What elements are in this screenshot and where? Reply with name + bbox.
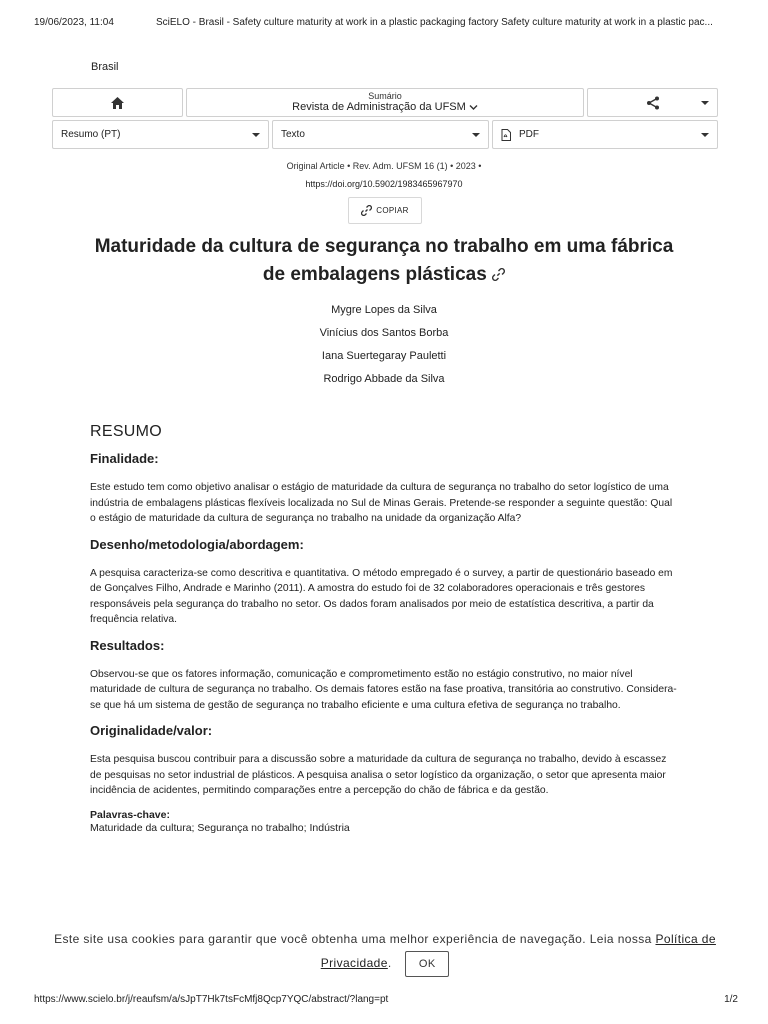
caret-down-icon bbox=[701, 133, 709, 137]
section-text: Esta pesquisa buscou contribuir para a discussão sobre a maturidade da cultura de segurança no trabalho, devido à escassez de pesquisas no setor industrial de plásticos. A pesquisa analisa o setor logístico da organização, o setor que apresenta maior incidência de acidentes, permitindo comparações entre a percepção do chão de fábrica e da gestão. bbox=[90, 754, 667, 796]
abstract-section bbox=[90, 423, 680, 835]
home-icon bbox=[110, 96, 125, 110]
share-dropdown[interactable] bbox=[587, 88, 718, 117]
permalink-icon[interactable] bbox=[492, 268, 505, 281]
author-name[interactable]: Mygre Lopes da Silva bbox=[331, 304, 437, 316]
author-name[interactable]: Vinícius dos Santos Borba bbox=[319, 327, 449, 339]
cookie-banner: Este site usa cookies para garantir que você obtenha uma melhor experiência de navegação. Leia nossa Política de Privacidade. OK bbox=[40, 927, 730, 977]
share-icon bbox=[646, 96, 660, 110]
doi-link[interactable]: https://doi.org/10.5902/1983465967970 bbox=[305, 179, 463, 189]
abstract-heading: RESUMO bbox=[90, 423, 163, 440]
pdf-file-icon bbox=[501, 129, 511, 141]
print-footer bbox=[34, 994, 738, 1005]
print-page-count: 1/2 bbox=[724, 994, 738, 1005]
section-heading: Resultados: bbox=[90, 637, 165, 653]
section-text: A pesquisa caracteriza-se como descritiva e quantitativa. O método empregado é o survey, a partir de questionário baseado em de Gonçalves Filho, Andrade e Marinho (2011). A amostra do estudo foi de 32 colaboradores operacionais e três gestores responsáveis pela segurança do trabalho no setor. Os dados foram analisados por meio de estatística descritiva, a partir da frequência relativa. bbox=[90, 567, 673, 625]
caret-down-icon bbox=[701, 101, 709, 105]
section-text: Observou-se que os fatores informação, comunicação e comprometimento estão no estágio construtivo, no maior nível maturidade de cultura de segurança no trabalho. Os demais fatores estão na fase proativa, transitória ao construtivo. Considera-se que há um sistema de gestão de segurança no trabalho eficiente e uma cultura efetiva de segurança no trabalho. bbox=[90, 668, 677, 711]
author-list bbox=[0, 304, 768, 396]
keywords-list: Maturidade da cultura; Segurança no trabalho; Indústria bbox=[90, 821, 350, 834]
pdf-select-label bbox=[501, 129, 539, 141]
print-url: https://www.scielo.br/j/reaufsm/a/sJpT7Hk7tsFcMfj8Qcp7YQC/abstract/?lang=pt bbox=[34, 994, 389, 1005]
abstract-language-value: Resumo (PT) bbox=[61, 129, 121, 140]
cookie-ok-button[interactable]: OK bbox=[405, 951, 449, 977]
article-meta: Original Article • Rev. Adm. UFSM 16 (1) • 2023 • bbox=[286, 161, 482, 171]
link-icon bbox=[361, 205, 372, 216]
privacy-policy-link[interactable]: Política de Privacidade bbox=[320, 932, 716, 971]
author-name[interactable]: Rodrigo Abbade da Silva bbox=[323, 373, 445, 385]
home-button[interactable] bbox=[52, 88, 183, 117]
summary-dropdown[interactable] bbox=[186, 88, 584, 117]
section-heading: Finalidade: bbox=[90, 451, 159, 466]
article-title-text: Maturidade da cultura de segurança no trabalho em uma fábrica de embalagens plásticas bbox=[94, 236, 674, 285]
text-select[interactable] bbox=[272, 120, 489, 149]
copy-doi-label: COPIAR bbox=[376, 206, 409, 215]
pdf-select[interactable] bbox=[492, 120, 718, 149]
keywords-heading: Palavras-chave: bbox=[90, 808, 170, 821]
toolbar-top bbox=[52, 88, 718, 117]
toolbar-bottom bbox=[52, 120, 718, 149]
country-label: Brasil bbox=[91, 61, 119, 73]
article-title bbox=[84, 233, 684, 289]
abstract-language-select[interactable] bbox=[52, 120, 269, 149]
section-heading: Desenho/metodologia/abordagem: bbox=[90, 536, 304, 552]
copy-doi-button[interactable] bbox=[348, 197, 422, 224]
journal-name-text: Revista de Administração da UFSM bbox=[292, 101, 466, 113]
caret-down-icon bbox=[472, 133, 480, 137]
cookie-text: Este site usa cookies para garantir que você obtenha uma melhor experiência de navegação. Leia nossa bbox=[54, 932, 652, 946]
section-heading: Originalidade/valor: bbox=[90, 723, 213, 738]
summary-label: Sumário bbox=[368, 91, 402, 101]
print-header bbox=[34, 17, 738, 28]
caret-down-icon bbox=[252, 133, 260, 137]
text-select-value: Texto bbox=[281, 129, 305, 140]
print-page-title: SciELO - Brasil - Safety culture maturity at work in a plastic packaging factory Safety culture maturity at work in a plastic pac... bbox=[156, 17, 713, 28]
journal-name bbox=[292, 101, 478, 114]
print-datetime: 19/06/2023, 11:04 bbox=[34, 17, 114, 28]
section-text: Este estudo tem como objetivo analisar o estágio de maturidade da cultura de segurança no trabalho do setor logístico de uma indústria de embalagens plásticas flexíveis localizada no Sul de Minas Gerais. Pretende-se responder a seguinte questão: Qual o estágio de maturidade da cultura de segurança no trabalho na unidade da organização Alfa? bbox=[90, 482, 673, 524]
chevron-down-icon bbox=[469, 104, 478, 111]
pdf-select-value: PDF bbox=[519, 129, 539, 140]
author-name[interactable]: Iana Suertegaray Pauletti bbox=[321, 350, 447, 362]
